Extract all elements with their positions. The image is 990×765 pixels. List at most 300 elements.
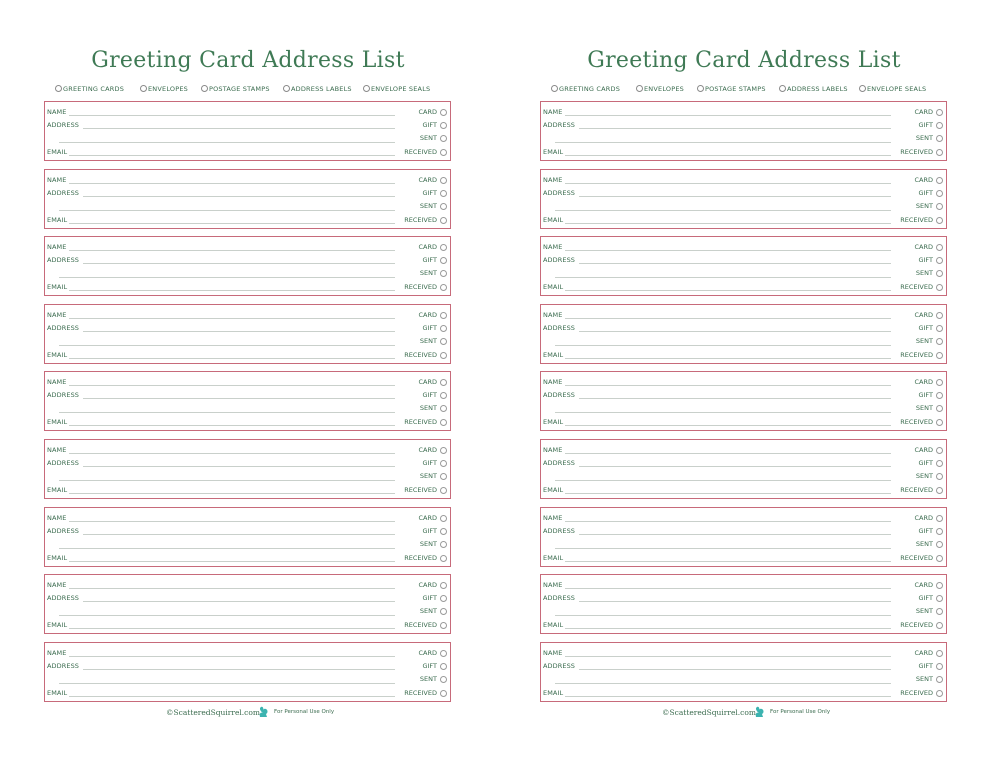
- email-label: EMAIL: [543, 283, 564, 292]
- address-line-2[interactable]: [555, 615, 891, 616]
- sent-checkbox-circle-icon[interactable]: [440, 405, 447, 412]
- address-entry-card: [44, 642, 451, 702]
- received-checkbox-circle-icon[interactable]: [440, 555, 447, 562]
- page-footer: [158, 707, 358, 721]
- gift-checkbox-circle-icon[interactable]: [936, 392, 943, 399]
- name-label: NAME: [543, 175, 563, 184]
- address-entry-card: [540, 439, 947, 499]
- address-line-2[interactable]: [555, 277, 891, 278]
- card-status-label: CARD: [418, 108, 437, 116]
- name-line[interactable]: [565, 250, 891, 251]
- checklist-item-envelope-seals[interactable]: [363, 85, 430, 93]
- sent-checkbox-circle-icon[interactable]: [936, 608, 943, 615]
- sent-status-label: SENT: [419, 674, 437, 683]
- address-entry-card: [540, 574, 947, 634]
- gift-status-label: GIFT: [918, 121, 933, 129]
- sent-status-label: SENT: [419, 539, 437, 548]
- checklist-item-envelopes[interactable]: [140, 85, 188, 93]
- received-status-label: RECEIVED: [900, 418, 933, 427]
- checklist-label: ADDRESS LABELS: [291, 85, 352, 93]
- sent-checkbox-circle-icon[interactable]: [440, 473, 447, 480]
- card-status-label: CARD: [914, 175, 933, 184]
- name-line[interactable]: [565, 656, 891, 657]
- received-status-label: RECEIVED: [900, 688, 933, 697]
- name-label: NAME: [543, 378, 563, 387]
- card-status-label: CARD: [418, 310, 437, 319]
- address-line-2[interactable]: [59, 142, 395, 143]
- received-status-label: RECEIVED: [404, 418, 437, 427]
- usage-note: For Personal Use Only: [274, 709, 335, 715]
- checklist-label: POSTAGE STAMPS: [209, 85, 270, 93]
- gift-status-label: GIFT: [918, 594, 933, 603]
- address-label: ADDRESS: [47, 188, 80, 197]
- address-label: ADDRESS: [47, 661, 80, 670]
- card-checkbox-circle-icon[interactable]: [440, 312, 447, 319]
- received-status-label: RECEIVED: [900, 215, 933, 224]
- name-line[interactable]: [565, 115, 891, 116]
- checkbox-circle-icon[interactable]: [859, 85, 866, 92]
- address-label: ADDRESS: [543, 323, 576, 332]
- gift-checkbox-circle-icon[interactable]: [440, 257, 447, 264]
- email-label: EMAIL: [543, 350, 564, 359]
- address-line[interactable]: [83, 466, 395, 467]
- card-status-label: CARD: [418, 581, 437, 590]
- page-title: Greeting Card Address List: [91, 48, 405, 73]
- received-checkbox-circle-icon[interactable]: [440, 352, 447, 359]
- card-status-label: CARD: [914, 581, 933, 590]
- checkbox-circle-icon[interactable]: [201, 85, 208, 92]
- usage-note: For Personal Use Only: [770, 709, 831, 715]
- address-line-2[interactable]: [59, 480, 395, 481]
- gift-checkbox-circle-icon[interactable]: [440, 392, 447, 399]
- email-line[interactable]: [69, 358, 395, 359]
- address-label: ADDRESS: [47, 323, 80, 332]
- address-label: ADDRESS: [543, 391, 576, 400]
- name-label: NAME: [47, 648, 67, 657]
- received-status-label: RECEIVED: [900, 486, 933, 494]
- gift-checkbox-circle-icon[interactable]: [440, 190, 447, 197]
- card-checkbox-circle-icon[interactable]: [440, 244, 447, 251]
- checklist-item-envelopes[interactable]: [636, 85, 684, 93]
- address-line[interactable]: [579, 331, 891, 332]
- received-checkbox-circle-icon[interactable]: [440, 149, 447, 156]
- checklist-item-greeting-cards[interactable]: [551, 85, 620, 93]
- planner-page-right: [534, 0, 954, 765]
- email-line[interactable]: [565, 290, 891, 291]
- address-line[interactable]: [83, 196, 395, 197]
- address-line[interactable]: [83, 263, 395, 264]
- checkbox-circle-icon[interactable]: [697, 85, 704, 92]
- name-label: NAME: [47, 581, 67, 590]
- card-checkbox-circle-icon[interactable]: [440, 515, 447, 522]
- address-label: ADDRESS: [47, 256, 80, 265]
- email-label: EMAIL: [543, 418, 564, 427]
- address-label: ADDRESS: [543, 594, 576, 603]
- checklist-item-address-labels[interactable]: [283, 85, 352, 93]
- card-checkbox-circle-icon[interactable]: [936, 244, 943, 251]
- gift-status-label: GIFT: [918, 391, 933, 400]
- email-line[interactable]: [69, 223, 395, 224]
- name-line[interactable]: [69, 385, 395, 386]
- checklist-label: POSTAGE STAMPS: [705, 85, 766, 93]
- checklist-label: ADDRESS LABELS: [787, 85, 848, 93]
- address-line-2[interactable]: [59, 683, 395, 684]
- received-checkbox-circle-icon[interactable]: [440, 622, 447, 629]
- email-label: EMAIL: [543, 688, 564, 697]
- checkbox-circle-icon[interactable]: [283, 85, 290, 92]
- email-line[interactable]: [565, 561, 891, 562]
- sent-status-label: SENT: [419, 201, 437, 210]
- checklist-label: ENVELOPE SEALS: [867, 85, 927, 93]
- name-label: NAME: [543, 581, 563, 590]
- sent-status-label: SENT: [419, 269, 437, 278]
- checklist-item-address-labels[interactable]: [779, 85, 848, 93]
- card-checkbox-circle-icon[interactable]: [440, 379, 447, 386]
- address-line-2[interactable]: [555, 345, 891, 346]
- sent-checkbox-circle-icon[interactable]: [440, 541, 447, 548]
- checkbox-circle-icon[interactable]: [363, 85, 370, 92]
- name-line[interactable]: [69, 115, 395, 116]
- card-checkbox-circle-icon[interactable]: [440, 447, 447, 454]
- name-line[interactable]: [565, 588, 891, 589]
- address-label: ADDRESS: [543, 459, 576, 467]
- email-label: EMAIL: [47, 148, 68, 156]
- address-label: ADDRESS: [47, 594, 80, 603]
- card-checkbox-circle-icon[interactable]: [936, 515, 943, 522]
- gift-checkbox-circle-icon[interactable]: [936, 257, 943, 264]
- address-line[interactable]: [83, 331, 395, 332]
- page-footer: [654, 707, 854, 721]
- sent-status-label: SENT: [915, 404, 933, 413]
- site-credit: ©ScatteredSquirrel.com: [166, 708, 260, 717]
- address-line[interactable]: [83, 601, 395, 602]
- card-status-label: CARD: [914, 648, 933, 657]
- planner-page-left: [38, 0, 458, 765]
- checklist-label: ENVELOPE SEALS: [371, 85, 431, 93]
- received-status-label: RECEIVED: [404, 486, 437, 494]
- gift-checkbox-circle-icon[interactable]: [936, 663, 943, 670]
- email-label: EMAIL: [47, 486, 68, 494]
- address-line[interactable]: [579, 669, 891, 670]
- email-line[interactable]: [69, 696, 395, 697]
- gift-checkbox-circle-icon[interactable]: [936, 595, 943, 602]
- checkbox-circle-icon[interactable]: [140, 85, 147, 92]
- address-line[interactable]: [579, 398, 891, 399]
- address-label: ADDRESS: [47, 526, 80, 535]
- sent-status-label: SENT: [419, 607, 437, 616]
- gift-checkbox-circle-icon[interactable]: [936, 325, 943, 332]
- name-line[interactable]: [69, 656, 395, 657]
- name-label: NAME: [543, 648, 563, 657]
- address-entry-card: [44, 304, 451, 364]
- sent-checkbox-circle-icon[interactable]: [936, 473, 943, 480]
- received-checkbox-circle-icon[interactable]: [936, 217, 943, 224]
- sent-status-label: SENT: [419, 336, 437, 345]
- card-status-label: CARD: [418, 378, 437, 387]
- email-label: EMAIL: [543, 553, 564, 562]
- name-label: NAME: [543, 108, 563, 116]
- sent-checkbox-circle-icon[interactable]: [440, 608, 447, 615]
- address-line-2[interactable]: [59, 210, 395, 211]
- gift-status-label: GIFT: [422, 661, 437, 670]
- address-entry-card: [44, 236, 451, 296]
- checklist-item-postage-stamps[interactable]: [697, 85, 766, 93]
- received-status-label: RECEIVED: [900, 621, 933, 630]
- name-label: NAME: [47, 378, 67, 387]
- address-label: ADDRESS: [543, 188, 576, 197]
- card-status-label: CARD: [914, 513, 933, 522]
- name-label: NAME: [47, 446, 67, 454]
- sent-status-label: SENT: [915, 134, 933, 142]
- name-label: NAME: [543, 310, 563, 319]
- card-checkbox-circle-icon[interactable]: [936, 109, 943, 116]
- checkbox-circle-icon[interactable]: [636, 85, 643, 92]
- received-checkbox-circle-icon[interactable]: [936, 487, 943, 494]
- email-label: EMAIL: [47, 553, 68, 562]
- card-checkbox-circle-icon[interactable]: [936, 312, 943, 319]
- address-line[interactable]: [83, 669, 395, 670]
- name-line[interactable]: [565, 183, 891, 184]
- name-label: NAME: [47, 243, 67, 252]
- gift-checkbox-circle-icon[interactable]: [440, 122, 447, 129]
- address-label: ADDRESS: [543, 256, 576, 265]
- email-label: EMAIL: [47, 688, 68, 697]
- email-line[interactable]: [69, 493, 395, 494]
- card-checkbox-circle-icon[interactable]: [936, 379, 943, 386]
- card-status-label: CARD: [914, 446, 933, 454]
- sent-checkbox-circle-icon[interactable]: [936, 541, 943, 548]
- name-line[interactable]: [565, 453, 891, 454]
- card-checkbox-circle-icon[interactable]: [936, 650, 943, 657]
- email-line[interactable]: [565, 425, 891, 426]
- gift-checkbox-circle-icon[interactable]: [936, 460, 943, 467]
- address-label: ADDRESS: [543, 121, 576, 129]
- gift-status-label: GIFT: [422, 459, 437, 467]
- gift-status-label: GIFT: [918, 526, 933, 535]
- name-line[interactable]: [69, 588, 395, 589]
- gift-status-label: GIFT: [918, 188, 933, 197]
- sent-status-label: SENT: [915, 674, 933, 683]
- gift-checkbox-circle-icon[interactable]: [440, 595, 447, 602]
- sent-checkbox-circle-icon[interactable]: [440, 203, 447, 210]
- supplies-checklist: [48, 85, 453, 97]
- checklist-label: GREETING CARDS: [63, 85, 125, 93]
- sent-checkbox-circle-icon[interactable]: [936, 676, 943, 683]
- address-entry-card: [540, 304, 947, 364]
- name-line[interactable]: [565, 318, 891, 319]
- sent-checkbox-circle-icon[interactable]: [440, 135, 447, 142]
- received-status-label: RECEIVED: [900, 553, 933, 562]
- sent-checkbox-circle-icon[interactable]: [440, 676, 447, 683]
- email-line[interactable]: [69, 561, 395, 562]
- card-status-label: CARD: [914, 378, 933, 387]
- received-checkbox-circle-icon[interactable]: [440, 487, 447, 494]
- email-label: EMAIL: [543, 621, 564, 630]
- address-entry-card: [540, 236, 947, 296]
- address-entry-card: [540, 371, 947, 431]
- sent-checkbox-circle-icon[interactable]: [936, 135, 943, 142]
- gift-checkbox-circle-icon[interactable]: [440, 663, 447, 670]
- checkbox-circle-icon[interactable]: [55, 85, 62, 92]
- email-label: EMAIL: [543, 148, 564, 156]
- address-line[interactable]: [83, 398, 395, 399]
- checkbox-circle-icon[interactable]: [551, 85, 558, 92]
- email-line[interactable]: [565, 493, 891, 494]
- received-status-label: RECEIVED: [404, 215, 437, 224]
- sent-checkbox-circle-icon[interactable]: [936, 338, 943, 345]
- name-label: NAME: [543, 513, 563, 522]
- email-line[interactable]: [565, 155, 891, 156]
- gift-status-label: GIFT: [918, 323, 933, 332]
- address-line[interactable]: [579, 601, 891, 602]
- received-checkbox-circle-icon[interactable]: [440, 419, 447, 426]
- name-line[interactable]: [69, 521, 395, 522]
- gift-checkbox-circle-icon[interactable]: [440, 460, 447, 467]
- email-label: EMAIL: [543, 486, 564, 494]
- name-line[interactable]: [69, 318, 395, 319]
- name-label: NAME: [47, 513, 67, 522]
- name-line[interactable]: [565, 385, 891, 386]
- checklist-item-greeting-cards[interactable]: [55, 85, 124, 93]
- email-line[interactable]: [69, 290, 395, 291]
- received-checkbox-circle-icon[interactable]: [936, 690, 943, 697]
- address-entry-card: [44, 101, 451, 161]
- gift-status-label: GIFT: [422, 121, 437, 129]
- gift-checkbox-circle-icon[interactable]: [936, 190, 943, 197]
- name-line[interactable]: [565, 521, 891, 522]
- address-entry-card: [44, 439, 451, 499]
- gift-status-label: GIFT: [422, 526, 437, 535]
- address-line[interactable]: [83, 128, 395, 129]
- card-checkbox-circle-icon[interactable]: [936, 177, 943, 184]
- address-line-2[interactable]: [59, 412, 395, 413]
- address-line-2[interactable]: [555, 210, 891, 211]
- address-line-2[interactable]: [555, 548, 891, 549]
- address-entry-card: [540, 169, 947, 229]
- gift-checkbox-circle-icon[interactable]: [440, 325, 447, 332]
- email-line[interactable]: [69, 155, 395, 156]
- name-label: NAME: [47, 310, 67, 319]
- name-label: NAME: [47, 175, 67, 184]
- address-entry-card: [44, 371, 451, 431]
- name-label: NAME: [543, 243, 563, 252]
- sent-status-label: SENT: [915, 607, 933, 616]
- email-line[interactable]: [565, 696, 891, 697]
- sent-status-label: SENT: [419, 134, 437, 142]
- address-line-2[interactable]: [59, 345, 395, 346]
- gift-status-label: GIFT: [422, 391, 437, 400]
- address-line-2[interactable]: [59, 548, 395, 549]
- card-status-label: CARD: [914, 243, 933, 252]
- received-status-label: RECEIVED: [404, 148, 437, 156]
- card-checkbox-circle-icon[interactable]: [440, 177, 447, 184]
- name-line[interactable]: [69, 183, 395, 184]
- address-line[interactable]: [579, 196, 891, 197]
- email-line[interactable]: [69, 628, 395, 629]
- gift-status-label: GIFT: [422, 594, 437, 603]
- received-checkbox-circle-icon[interactable]: [936, 622, 943, 629]
- address-line-2[interactable]: [59, 277, 395, 278]
- address-entry-card: [44, 169, 451, 229]
- address-line-2[interactable]: [555, 142, 891, 143]
- page-title: Greeting Card Address List: [587, 48, 901, 73]
- email-label: EMAIL: [47, 621, 68, 630]
- sent-checkbox-circle-icon[interactable]: [440, 338, 447, 345]
- address-line[interactable]: [579, 534, 891, 535]
- card-checkbox-circle-icon[interactable]: [936, 447, 943, 454]
- sent-status-label: SENT: [419, 472, 437, 480]
- sent-checkbox-circle-icon[interactable]: [440, 270, 447, 277]
- sent-checkbox-circle-icon[interactable]: [936, 405, 943, 412]
- received-checkbox-circle-icon[interactable]: [440, 217, 447, 224]
- email-line[interactable]: [69, 425, 395, 426]
- gift-status-label: GIFT: [422, 323, 437, 332]
- address-line-2[interactable]: [59, 615, 395, 616]
- address-label: ADDRESS: [47, 121, 80, 129]
- gift-checkbox-circle-icon[interactable]: [936, 122, 943, 129]
- gift-checkbox-circle-icon[interactable]: [936, 528, 943, 535]
- email-line[interactable]: [565, 628, 891, 629]
- address-line[interactable]: [579, 128, 891, 129]
- received-checkbox-circle-icon[interactable]: [936, 149, 943, 156]
- card-checkbox-circle-icon[interactable]: [440, 582, 447, 589]
- received-checkbox-circle-icon[interactable]: [936, 555, 943, 562]
- card-status-label: CARD: [418, 175, 437, 184]
- card-status-label: CARD: [418, 446, 437, 454]
- checklist-label: ENVELOPES: [148, 85, 188, 93]
- received-checkbox-circle-icon[interactable]: [936, 352, 943, 359]
- address-line[interactable]: [579, 263, 891, 264]
- address-line[interactable]: [83, 534, 395, 535]
- checkbox-circle-icon[interactable]: [779, 85, 786, 92]
- sent-status-label: SENT: [915, 472, 933, 480]
- received-checkbox-circle-icon[interactable]: [936, 284, 943, 291]
- address-line[interactable]: [579, 466, 891, 467]
- received-checkbox-circle-icon[interactable]: [440, 284, 447, 291]
- card-status-label: CARD: [914, 310, 933, 319]
- received-checkbox-circle-icon[interactable]: [440, 690, 447, 697]
- sent-checkbox-circle-icon[interactable]: [936, 270, 943, 277]
- address-line-2[interactable]: [555, 683, 891, 684]
- checklist-item-postage-stamps[interactable]: [201, 85, 270, 93]
- sent-status-label: SENT: [915, 336, 933, 345]
- name-line[interactable]: [69, 453, 395, 454]
- received-status-label: RECEIVED: [900, 148, 933, 156]
- gift-status-label: GIFT: [422, 256, 437, 265]
- name-line[interactable]: [69, 250, 395, 251]
- card-checkbox-circle-icon[interactable]: [936, 582, 943, 589]
- sent-status-label: SENT: [915, 201, 933, 210]
- gift-status-label: GIFT: [422, 188, 437, 197]
- gift-status-label: GIFT: [918, 661, 933, 670]
- address-line-2[interactable]: [555, 412, 891, 413]
- address-line-2[interactable]: [555, 480, 891, 481]
- received-checkbox-circle-icon[interactable]: [936, 419, 943, 426]
- card-checkbox-circle-icon[interactable]: [440, 109, 447, 116]
- address-label: ADDRESS: [543, 526, 576, 535]
- email-line[interactable]: [565, 358, 891, 359]
- received-status-label: RECEIVED: [404, 621, 437, 630]
- email-label: EMAIL: [47, 215, 68, 224]
- received-status-label: RECEIVED: [404, 688, 437, 697]
- gift-checkbox-circle-icon[interactable]: [440, 528, 447, 535]
- card-checkbox-circle-icon[interactable]: [440, 650, 447, 657]
- address-label: ADDRESS: [47, 459, 80, 467]
- email-line[interactable]: [565, 223, 891, 224]
- checklist-item-envelope-seals[interactable]: [859, 85, 926, 93]
- name-label: NAME: [543, 446, 563, 454]
- sent-checkbox-circle-icon[interactable]: [936, 203, 943, 210]
